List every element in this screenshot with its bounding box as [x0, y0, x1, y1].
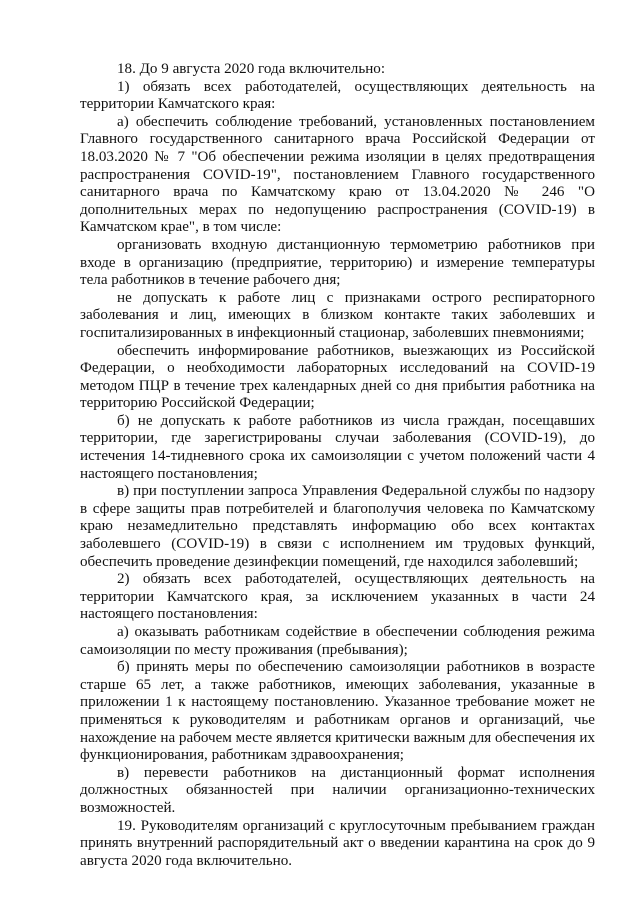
- paragraph-no-sick-workers: не допускать к работе лиц с признаками острого респираторного заболевания и лиц, имеющих в близком контакте таких заболевших и госпитализированных в инфекционный стационар, заболевших пневмониями;: [80, 289, 595, 341]
- paragraph-18-2-a: а) оказывать работникам содействие в обеспечении соблюдения режима самоизоляции по месту проживания (пребывания);: [80, 624, 595, 658]
- paragraph-18-2-b: б) принять меры по обеспечению самоизоляции работников в возрасте старше 65 лет, а также работников, имеющих заболевания, указанные в приложении 1 к настоящему постановлению. Указанное требование может не применяться к руководителям и работникам органов и организаций, чье нахождение на рабочем месте является критически важным для обеспечения их функционирования, работникам здравоохранения;: [80, 659, 595, 764]
- document-page: [80, 61, 595, 870]
- paragraph-18-2: 2) обязать всех работодателей, осуществляющих деятельность на территории Камчатского края, за исключением указанных в части 24 настоящего постановления:: [80, 571, 595, 623]
- paragraph-18-1-a: а) обеспечить соблюдение требований, установленных постановлением Главного государственного санитарного врача Российской Федерации от 18.03.2020 № 7 "Об обеспечении режима изоляции в целях предотвращения распространения COVID-19", постановлением Главного государственного санитарного врача по Камчатскому краю от 13.04.2020 № 246 "О дополнительных мерах по недопущению распространения (COVID-19) в Камчатском крае", в том числе:: [80, 113, 595, 236]
- paragraph-18-1: 1) обязать всех работодателей, осуществляющих деятельность на территории Камчатского края:: [80, 78, 595, 113]
- paragraph-18-2-v: в) перевести работников на дистанционный формат исполнения должностных обязанностей при наличии организационно-технических возможностей.: [80, 764, 595, 816]
- paragraph-18-1-v: в) при поступлении запроса Управления Федеральной службы по надзору в сфере защиты прав потребителей и благополучия человека по Камчатскому краю незамедлительно представлять информацию обо всех контактах заболевшего (COVID-19) в связи с исполнением им трудовых функций, обеспечить проведение дезинфекции помещений, где находился заболевший;: [80, 483, 595, 570]
- paragraph-thermometry: организовать входную дистанционную термометрию работников при входе в организацию (предприятие, территорию) и измерение температуры тела работников в течение рабочего дня;: [80, 236, 595, 289]
- paragraph-informing-travelers: обеспечить информирование работников, выезжающих из Российской Федерации, о необходимости лабораторных исследований на COVID-19 методом ПЦР в течение трех календарных дней со дня прибытия работника на территорию Российской Федерации;: [80, 342, 595, 412]
- paragraph-18-heading: 18. До 9 августа 2020 года включительно:: [117, 61, 386, 77]
- paragraph-18-1-b: б) не допускать к работе работников из числа граждан, посещавших территории, где зарегистрированы случаи заболевания (COVID-19), до истечения 14-тидневного срока их самоизоляции с учетом положений части 4 настоящего постановления;: [80, 412, 595, 482]
- paragraph-19: 19. Руководителям организаций с круглосуточным пребыванием граждан принять внутренний распорядительный акт о введении карантина на срок до 9 августа 2020 года включительно.: [80, 817, 595, 869]
